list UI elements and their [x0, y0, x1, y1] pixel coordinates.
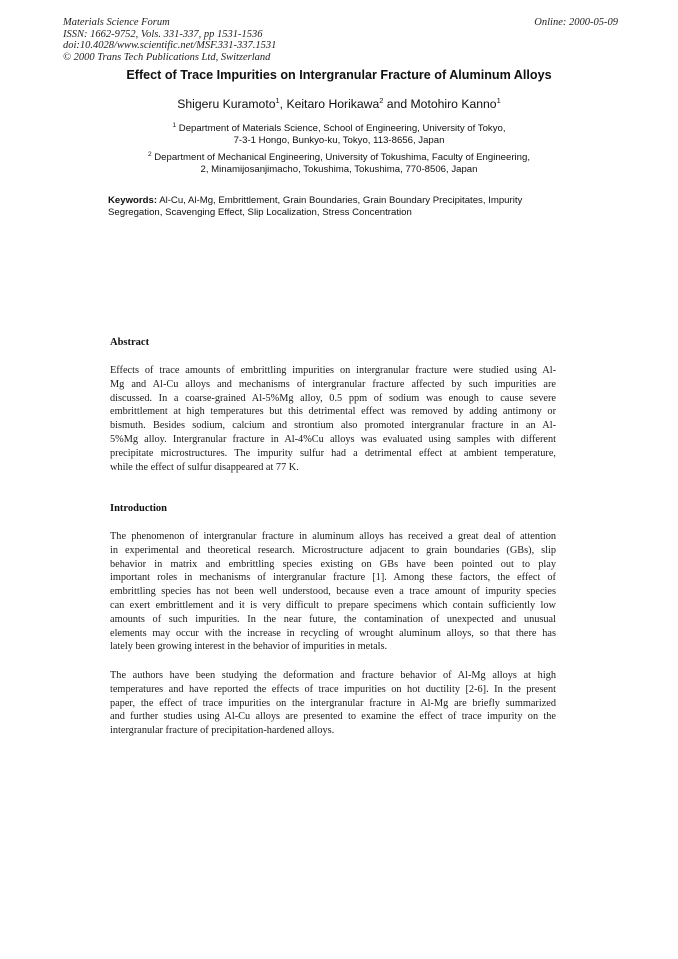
paragraph-line: embrittling species has not been well understood, because even a trace amount of impurity species — [110, 586, 556, 598]
abstract-line: embrittlement at high temperatures but this detrimental effect was removed by adding antimony or — [110, 406, 556, 418]
affiliation-2 — [0, 152, 678, 176]
affiliation-mark: 1 — [172, 122, 177, 129]
paragraph-line: paper, the effect of trace impurities on the intergranular fracture in Al-Mg are briefly summarized — [110, 697, 556, 709]
introduction-paragraph-2 — [110, 669, 556, 738]
paragraph-line: The phenomenon of intergranular fracture in aluminum alloys has received a great deal of attention — [110, 531, 556, 542]
paragraph-line: and further studies using Al-Cu alloys are presented to examine the effect of trace impurity on the — [110, 711, 556, 723]
abstract-line: while the effect of sulfur disappeared at 77 K. — [110, 461, 299, 473]
abstract-line: bismuth. Besides sodium, calcium and strontium also promoted intergranular fracture in an Al- — [110, 420, 556, 432]
introduction-heading: Introduction — [110, 503, 167, 514]
author-separator: , — [279, 97, 287, 111]
affiliation-mark: 2 — [147, 151, 152, 158]
abstract-line: 5%Mg alloy. Intergranular fracture in Al-4%Cu alloys was evaluated using samples with different — [110, 433, 556, 445]
journal-copyright: © 2000 Trans Tech Publications Ltd, Switzerland — [63, 51, 271, 63]
affiliation-text: Department of Mechanical Engineering, University of Tokushima, Faculty of Engineering, — [154, 152, 531, 163]
author-separator: and — [383, 97, 411, 111]
paragraph-line: in experimental and theoretical research. Microstructure adjacent to grain boundaries (GBs), slip — [110, 544, 556, 556]
paragraph-line: behavior in matrix and embrittling species existing on GBs have been pointed out to play — [110, 558, 556, 570]
author-affil-mark: 1 — [496, 96, 501, 105]
affiliation-line — [0, 123, 678, 135]
keywords — [108, 195, 578, 220]
abstract-body — [110, 364, 556, 474]
paragraph-line: can exert embrittlement and it is very difficult to prepare specimens which contain sufficiently low — [110, 599, 556, 611]
author-list — [0, 97, 678, 111]
paragraph-line: The authors have been studying the deformation and fracture behavior of Al-Mg alloys at high — [110, 670, 556, 681]
introduction-paragraph-1 — [110, 530, 556, 654]
abstract-line: Mg and Al-Cu alloys and mechanisms of intergranular fracture affected by such impurities are — [110, 378, 556, 390]
abstract-line: discussed. In a coarse-grained Al-5%Mg alloy, 0.5 ppm of sodium was enough to cause severe — [110, 392, 556, 404]
journal-info — [63, 17, 276, 63]
author-affil-mark: 1 — [275, 96, 280, 105]
paragraph-line: elements may occur with the increase in recycling of wrought aluminum alloys, so that there has — [110, 627, 556, 639]
affiliation-text: Department of Materials Science, School of Engineering, University of Tokyo, — [178, 123, 506, 134]
journal-issn: ISSN: 1662-9752, Vols. 331-337, pp 1531-1536 — [63, 28, 263, 40]
paragraph-line: important roles in mechanisms of intergranular fracture [1]. Among these factors, the effect of — [110, 572, 556, 584]
journal-name: Materials Science Forum — [63, 17, 170, 28]
author-name: Keitaro Horikawa — [286, 97, 380, 111]
author-name: Shigeru Kuramoto — [177, 97, 276, 111]
abstract-heading: Abstract — [110, 337, 150, 348]
affiliation-line: 7-3-1 Hongo, Bunkyo-ku, Tokyo, 113-8656, Japan — [233, 135, 445, 147]
paragraph-line: amounts of such impurities. In the near future, the contamination of unexpected and unusual — [110, 613, 556, 625]
paper-title: Effect of Trace Impurities on Intergranular Fracture of Aluminum Alloys — [126, 68, 552, 82]
keywords-label: Keywords: — [108, 195, 158, 206]
keywords-text: Al-Cu, Al-Mg, Embrittlement, Grain Boundaries, Grain Boundary Precipitates, Impurity — [159, 195, 523, 206]
journal-doi: doi:10.4028/www.scientific.net/MSF.331-337.1531 — [63, 40, 277, 52]
author-affil-mark: 2 — [379, 96, 384, 105]
online-date: Online: 2000-05-09 — [534, 17, 618, 28]
affiliation-1 — [0, 123, 678, 147]
abstract-line: Effects of trace amounts of embrittling impurities on intergranular fracture were studied using Al- — [110, 365, 556, 376]
author-name: Motohiro Kanno — [410, 97, 497, 111]
affiliation-line — [0, 152, 678, 164]
paragraph-line: intergranular fracture of precipitation-hardened alloys. — [110, 725, 335, 737]
paragraph-line: lately been growing interest in the behavior of impurities in metals. — [110, 641, 388, 653]
keywords-line — [108, 195, 578, 207]
keywords-line: Segregation, Scavenging Effect, Slip Localization, Stress Concentration — [108, 207, 412, 219]
paragraph-line: temperatures and have reported the effects of trace impurities on hot ductility [2-6]. In the present — [110, 683, 556, 695]
abstract-line: precipitate microstructures. The impurity sulfur had a detrimental effect at ambient temperature, — [110, 447, 556, 459]
affiliation-line: 2, Minamijosanjimacho, Tokushima, Tokushima, 770-8506, Japan — [200, 164, 478, 176]
